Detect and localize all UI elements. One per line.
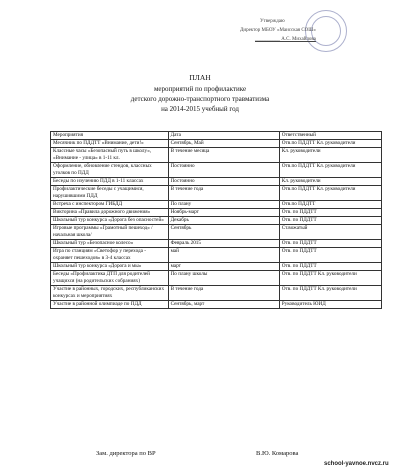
- cell-date: Ноябрь-март: [168, 209, 279, 217]
- table-row: [51, 286, 382, 301]
- cell-responsible: Отв.по ПДДТТ Кл. руководители: [279, 163, 381, 178]
- plan-table: [50, 131, 382, 309]
- cell-responsible: Отв. по ПДДТТ: [279, 263, 381, 271]
- site-watermark: school-yavnoe.nvcz.ru: [324, 461, 389, 467]
- approval-line-1: Утверждаю: [260, 19, 285, 24]
- cell-date: В течение месяца: [168, 148, 279, 163]
- cell-date: Постоянно: [168, 178, 279, 186]
- cell-event: Школьный тур «Безопасное колесо»: [51, 240, 169, 248]
- table-row: [51, 248, 382, 263]
- cell-date: Сентябрь: [168, 225, 279, 240]
- cell-event: Школьный тур конкурса «Дорога и мы»: [51, 263, 169, 271]
- table-row: [51, 140, 382, 148]
- table-row: [51, 271, 382, 286]
- table-row: [51, 240, 382, 248]
- cell-date: В течение года: [168, 286, 279, 301]
- cell-date: май: [168, 248, 279, 263]
- cell-event: Месячник по ПДДТТ «Внимание, дети!»: [51, 140, 169, 148]
- table-row: [51, 263, 382, 271]
- cell-event: Классные часы «Безопасный путь в школу», «Внимание - улица» в 1-11 кл.: [51, 148, 169, 163]
- cell-date: По плану школы: [168, 271, 279, 286]
- heading-line-1: мероприятий по профилактике: [153, 85, 247, 93]
- cell-date: Февраль 2015: [168, 240, 279, 248]
- cell-event: Беседы по изучению ПДД в 1-11 классах: [51, 178, 169, 186]
- cell-responsible: Отв. по ПДДТТ Кл. руководители: [279, 271, 381, 286]
- cell-event: Викторина «Правила дорожного движения»: [51, 209, 169, 217]
- cell-event: Встреча с инспектором ГИБДД: [51, 201, 169, 209]
- cell-responsible: Кл. руководители: [279, 148, 381, 163]
- cell-responsible: Отв. по ПДДТТ: [279, 248, 381, 263]
- cell-event: Беседы «Профилактика ДТП для родителей учащихся (на родительских собраниях): [51, 271, 169, 286]
- cell-event: Профилактические беседы с учащимися, нарушившими ПДД: [51, 186, 169, 201]
- document-heading: [0, 73, 400, 114]
- table-row: [51, 301, 382, 309]
- cell-responsible: Отв.по ПДДТТ Кл. руководители: [279, 140, 381, 148]
- table-row: [51, 225, 382, 240]
- cell-event: Участие в районной олимпиаде по ПДД: [51, 301, 169, 309]
- cell-date: В течение года: [168, 186, 279, 201]
- cell-event: Оформление, обновление стендов, классных уголков по ПДД: [51, 163, 169, 178]
- cell-event: Игра по станциям «Светофор у перехода - охраняет пешеходов» в 3-4 классах: [51, 248, 169, 263]
- table-row: [51, 201, 382, 209]
- table-row: [51, 186, 382, 201]
- header-responsible: Ответственный: [279, 132, 381, 140]
- cell-responsible: Отв. по ПДДТТ: [279, 240, 381, 248]
- cell-responsible: Отв.по ПДДТТ: [279, 201, 381, 209]
- cell-responsible: Ст.вожатый: [279, 225, 381, 240]
- cell-date: Сентябрь, март: [168, 301, 279, 309]
- cell-event: Участие в районных, городских, республиканских конкурсах и мероприятиях: [51, 286, 169, 301]
- signer-position: Зам. директора по ВР: [96, 450, 156, 457]
- table-row: [51, 178, 382, 186]
- header-events: Мероприятия: [51, 132, 169, 140]
- cell-date: По плану: [168, 201, 279, 209]
- cell-responsible: Кл. руководители: [279, 178, 381, 186]
- table-row: [51, 148, 382, 163]
- cell-responsible: Отв. по ПДДТТ: [279, 217, 381, 225]
- table-row: [51, 163, 382, 178]
- cell-responsible: Руководитель ЮИД: [279, 301, 381, 309]
- document-title: ПЛАН: [189, 73, 211, 82]
- cell-responsible: Отв. по ПДДТТ Кл. руководители: [279, 286, 381, 301]
- table-row: [51, 209, 382, 217]
- cell-responsible: Отв.по ПДДТТ Кл. руководители: [279, 186, 381, 201]
- header-date: Дата: [168, 132, 279, 140]
- table-header-row: [51, 132, 382, 140]
- cell-date: Постоянно: [168, 163, 279, 178]
- approval-block: [230, 17, 390, 44]
- signer-name: В.Ю. Комарова: [256, 450, 299, 457]
- cell-event: Школьный тур конкурса «Дорога без опасностей»: [51, 217, 169, 225]
- table-row: [51, 217, 382, 225]
- heading-line-2: детского дорожно-транспортного травматизма: [130, 95, 270, 103]
- approval-line-2: Директор МБОУ «Маисская СОШ»: [240, 28, 316, 33]
- approval-line-3: __________ А.С. Михайлова: [255, 37, 316, 42]
- cell-date: март: [168, 263, 279, 271]
- cell-date: Декабрь: [168, 217, 279, 225]
- cell-date: Сентябрь, Май: [168, 140, 279, 148]
- cell-event: Игровые программы «Грамотный пешеход» /начальная школа/: [51, 225, 169, 240]
- heading-line-3: на 2014-2015 учебный год: [161, 105, 239, 113]
- cell-responsible: Отв. по ПДДТТ: [279, 209, 381, 217]
